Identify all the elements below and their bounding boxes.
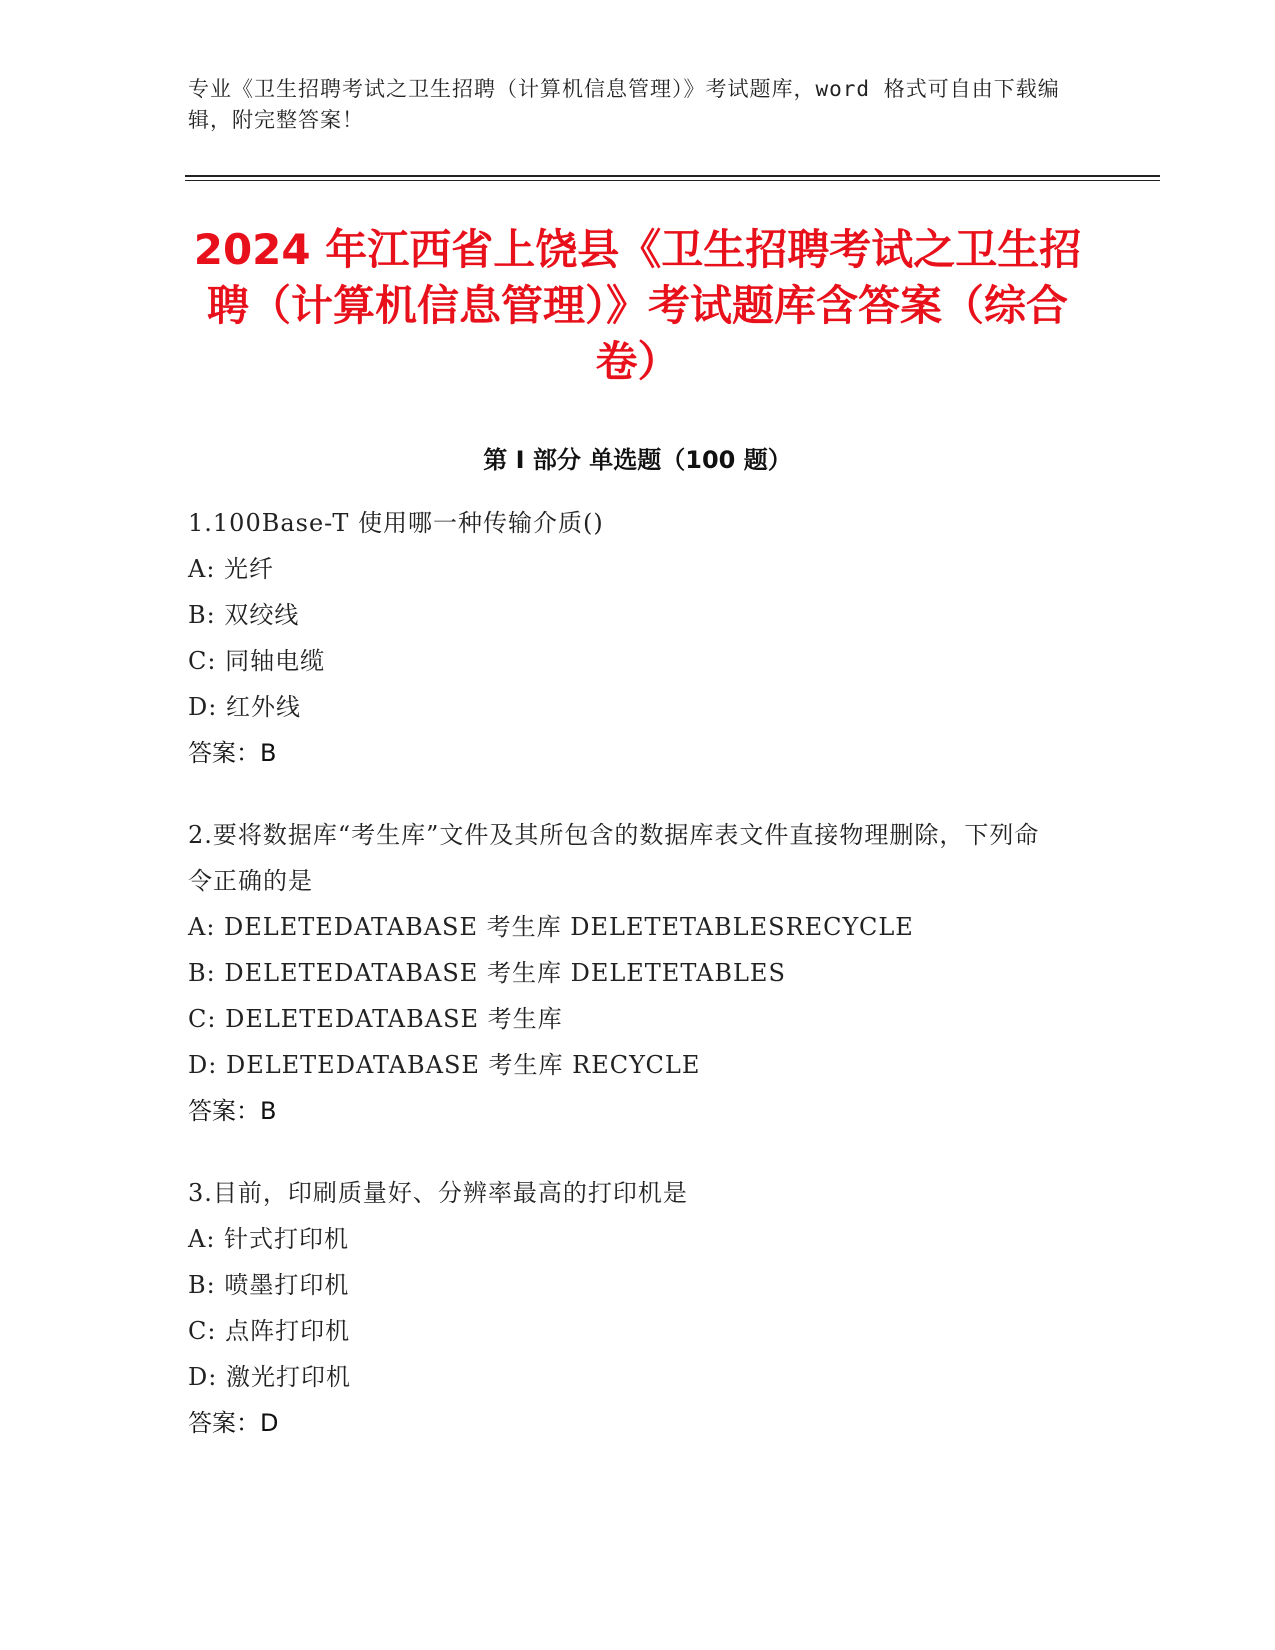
option-a: A: 针式打印机 [188,1225,350,1253]
option-c: C: 同轴电缆 [188,647,326,675]
question-3 [188,1170,1088,1446]
option-d: D: 红外线 [188,693,301,721]
option-c: C: 点阵打印机 [188,1317,351,1345]
question-stem: 3.目前，印刷质量好、分辨率最高的打印机是 [188,1179,688,1207]
header-rule-thin [185,180,1160,181]
answer: 答案：B [188,739,277,767]
option-a: A: DELETEDATABASE 考生库 DELETETABLESRECYCLE [188,913,914,941]
question-1 [188,500,1088,776]
question-stem: 2.要将数据库“考生库”文件及其所包含的数据库表文件直接物理删除，下列命令正确的是 [188,821,1040,895]
question-stem: 1.100Base-T 使用哪一种传输介质() [188,509,604,537]
document-title: 2024 年江西省上饶县《卫生招聘考试之卫生招聘（计算机信息管理）》考试题库含答案（综合卷） [193,225,1082,386]
option-b: B: 喷墨打印机 [188,1271,350,1299]
section-heading: 第 I 部分 单选题（100 题） [483,446,792,474]
question-2 [188,812,1048,1134]
answer: 答案：D [188,1409,279,1437]
option-a: A: 光纤 [188,555,275,583]
option-d: D: 激光打印机 [188,1363,351,1391]
answer: 答案：B [188,1097,277,1125]
option-b: B: 双绞线 [188,601,300,629]
header-rule [185,175,1160,177]
option-b: B: DELETEDATABASE 考生库 DELETETABLES [188,959,786,987]
option-c: C: DELETEDATABASE 考生库 [188,1005,563,1033]
header-note: 专业《卫生招聘考试之卫生招聘（计算机信息管理）》考试题库，word 格式可自由下载编辑，附完整答案！ [188,77,1060,132]
option-d: D: DELETEDATABASE 考生库 RECYCLE [188,1051,701,1079]
